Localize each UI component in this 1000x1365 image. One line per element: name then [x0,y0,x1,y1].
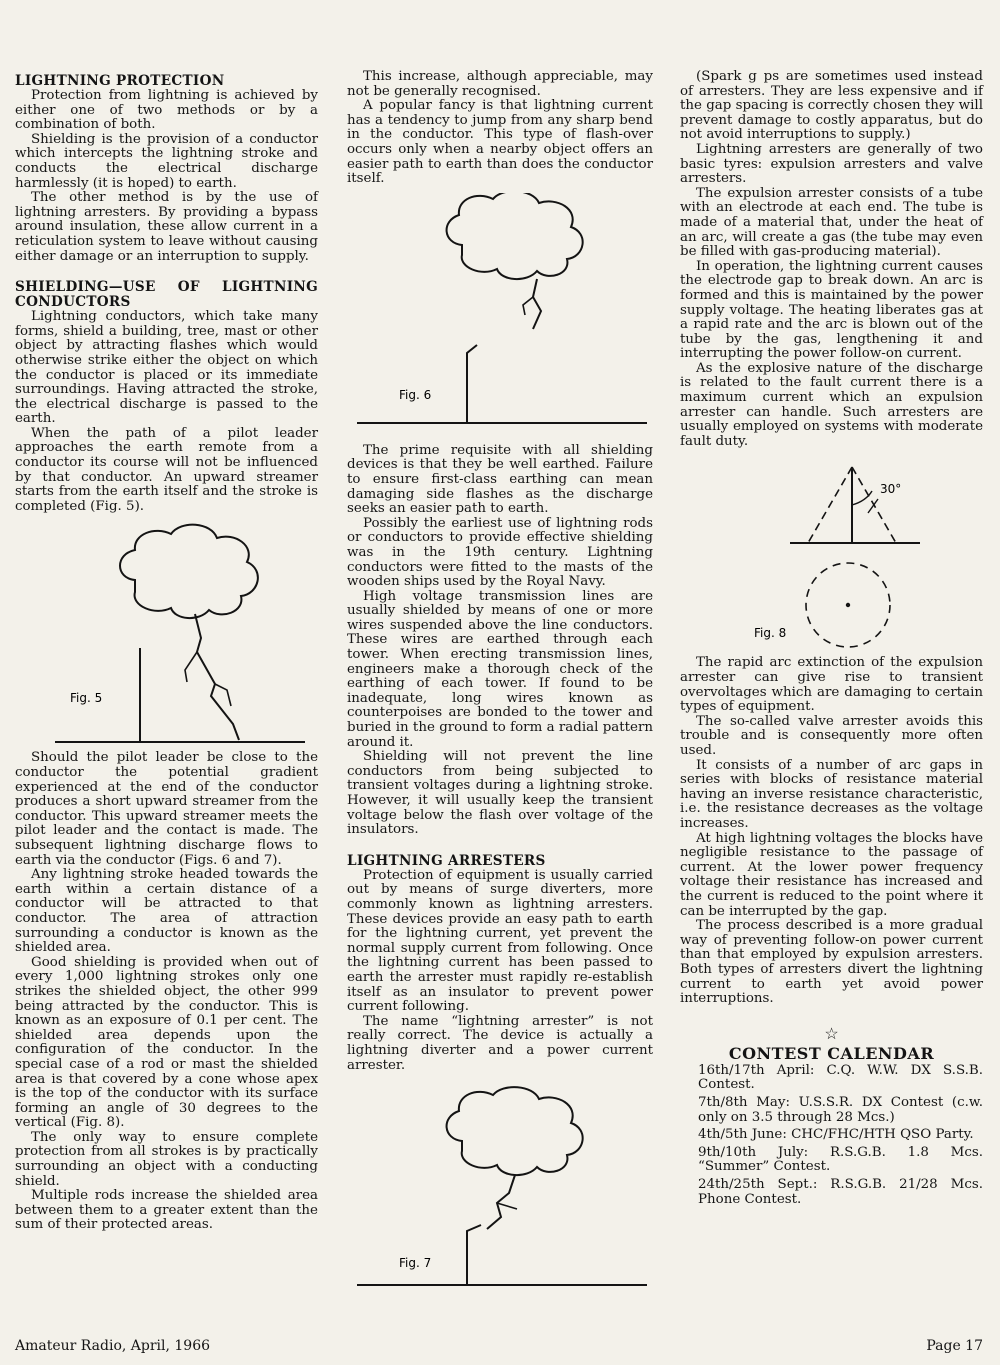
heading-lightning-arresters: LIGHTNING ARRESTERS [347,852,546,869]
calendar-entry: 24th/25th Sept.: R.S.G.B. 21/28 Mcs. Phone Contest. [698,1177,983,1207]
paragraph: At high lightning voltages the blocks have negligible resistance to the passage of current. At the lower power frequency voltage their resistance has increased and the current is reduced to the point where it can be interrupted by the gap. [680,830,983,919]
calendar-entry: 4th/5th June: CHC/FHC/HTH QSO Party. [698,1127,974,1143]
heading-shielding: SHIELDING—USE OF LIGHTNING CONDUCTORS [15,279,318,311]
paragraph: Protection from lightning is achieved by either one of two methods or by a combination of both. [15,88,318,133]
star-icon: ☆ [824,1023,839,1043]
figure-5-illustration [15,520,318,745]
paragraph: Shielding is the provision of a conductor which intercepts the lightning stroke and conducts the electrical discharge harmlessly (it is hoped) to earth. [15,131,318,191]
contest-calendar-list [680,1064,983,1207]
heading-lightning-protection: LIGHTNING PROTECTION [15,73,225,89]
calendar-entry: 9th/10th July: R.S.G.B. 1.8 Mcs. “Summer” Contest. [698,1144,983,1175]
column-3 [680,70,983,1210]
paragraph: The rapid arc extinction of the expulsion arrester can give rise to transient overvoltages which are damaging to certain types of equipment. [680,655,983,715]
calendar-entry: 7th/8th May: U.S.S.R. DX Contest (c.w. only on 3.5 through 28 Mcs.) [698,1095,983,1125]
column-2 [347,70,653,1295]
paragraph: Protection of equipment is usually carried out by means of surge diverters, more commonly known as lightning arresters. These devices provide an easy path to earth for the lightning current, yet prevent the normal supply current from following. Once the lightning current has been passed to earth the arrester must rapidly re-establish itself as an insulator to prevent power current following. [347,867,653,1015]
paragraph: (Spark g ps are sometimes used instead of arresters. They are less expensive and if the gap spacing is correctly chosen they will prevent damage to costly apparatus, but do not avoid interruptions to supply.) [680,69,983,143]
paragraph: The prime requisite with all shielding devices is that they be well earthed. Failure to ensure first-class earthing can mean damaging side flashes as the discharge seeks an easier path to earth. [347,442,653,517]
paragraph: The name “lightning arrester” is not really correct. The device is actually a lightning diverter and a power current arrester. [347,1013,653,1073]
figure-6-illustration [347,193,653,438]
paragraph: A popular fancy is that lightning current has a tendency to jump from any sharp bend in the conductor. This type of flash-over occurs only when a nearby object offers an easier path to earth than does the conductor itself. [347,98,653,187]
paragraph: The process described is a more gradual way of preventing follow-on power current than that employed by expulsion arresters. Both types of arresters divert the lightning current to earth yet avoid power interruptions. [680,918,983,1007]
paragraph: Any lightning stroke headed towards the earth within a certain distance of a conductor will be attracted to that conductor. The area of attraction surrounding a conductor is known as the shielded area. [15,867,318,956]
fig8-label: Fig. 8 [754,626,787,641]
paragraph: Should the pilot leader be close to the conductor the potential gradient experienced at the end of the conductor produces a short upward streamer from the conductor. This upward streamer meets the pilot leader and the contact is made. The subsequent lightning discharge flows to earth via the conductor (Figs. 6 and 7). [15,750,318,868]
footer-publication: Amateur Radio, April, 1966 [15,1338,211,1354]
paragraph: Lightning conductors, which take many forms, shield a building, tree, mast or other object by attracting flashes which would otherwise strike either the object on which the conductor is placed or its immediate surroundings. Having attracted the stroke, the electrical discharge is passed to the earth. [15,309,318,427]
fig7-label: Fig. 7 [399,1256,432,1271]
contest-calendar-title: CONTEST CALENDAR [728,1044,935,1064]
paragraph: As the explosive nature of the discharge is related to the fault current there is a maximum current which an expulsion arrester can handle. Such arresters are usually employed on systems with moderate fault duty. [680,360,983,449]
footer-page-number: Page 17 [926,1338,983,1354]
paragraph: When the path of a pilot leader approaches the earth remote from a conductor its course will not be influenced by that conductor. An upward streamer starts from the earth itself and the stroke is completed (Fig. 5). [15,425,318,514]
paragraph: High voltage transmission lines are usually shielded by means of one or more wires suspended above the line conductors. These wires are earthed through each tower. When erecting transmission lines, engineers make a thorough check of the earthing of each tower. If found to be inadequate, long wires known as counterpoises are bonded to the tower and buried in the ground to form a radial pattern around it. [347,588,653,750]
paragraph: Good shielding is provided when out of every 1,000 lightning strokes only one strikes the shielded object, the other 999 being attracted by the conductor. This is known as an exposure of 0.1 per cent. The shielded area depends upon the configuration of the conductor. In the special case of a rod or mast the shielded area is that covered by a cone whose apex is the top of the conductor with its surface forming an angle of 30 degrees to the vertical (Fig. 8). [15,954,318,1131]
figure-7-illustration [347,1079,653,1289]
paragraph: This increase, although appreciable, may not be generally recognised. [347,69,653,99]
fig5-label: Fig. 5 [70,691,103,706]
paragraph: In operation, the lightning current causes the electrode gap to break down. An arc is formed and this is maintained by the power supply voltage. The heating liberates gas at a rapid rate and the arc is blown out of the tube by the gas, lengthening it and interrupting the power follow-on current. [680,258,983,362]
column-1 [15,70,318,1233]
paragraph: The only way to ensure complete protection from all strokes is by practically surrounding an object with a conducting shield. [15,1129,318,1189]
paragraph: Multiple rods increase the shielded area between them to a greater extent than the sum of their protected areas. [15,1188,318,1233]
paragraph: The expulsion arrester consists of a tube with an electrode at each end. The tube is made of a material that, under the heat of an arc, will create a gas (the tube may even be filled with gas-producing material). [680,185,983,260]
paragraph: Possibly the earliest use of lightning rods or conductors to provide effective shielding was in the 19th century. Lightning conductors were fitted to the masts of the wooden ships used by the Royal Navy. [347,515,653,590]
paragraph: Shielding will not prevent the line conductors from being subjected to transient voltages during a lightning stroke. However, it will usually keep the transient voltage below the flash over voltage of the insulators. [347,749,653,838]
figure-8-illustration [680,455,983,650]
paragraph: The other method is by the use of lightning arresters. By providing a bypass around insulation, these allow current in a reticulation system to leave without causing either damage or an interruption to supply. [15,190,318,264]
fig8-angle-label: 30° [880,482,902,497]
paragraph: Lightning arresters are generally of two basic tyres: expulsion arresters and valve arresters. [680,141,983,187]
fig6-label: Fig. 6 [399,387,432,402]
calendar-entry: 16th/17th April: C.Q. W.W. DX S.S.B. Contest. [698,1062,983,1093]
paragraph: The so-called valve arrester avoids this trouble and is consequently more often used. [680,713,983,758]
paragraph: It consists of a number of arc gaps in series with blocks of resistance material having an inverse resistance characteristic, i.e. the resistance decreases as the voltage increases. [680,757,983,831]
